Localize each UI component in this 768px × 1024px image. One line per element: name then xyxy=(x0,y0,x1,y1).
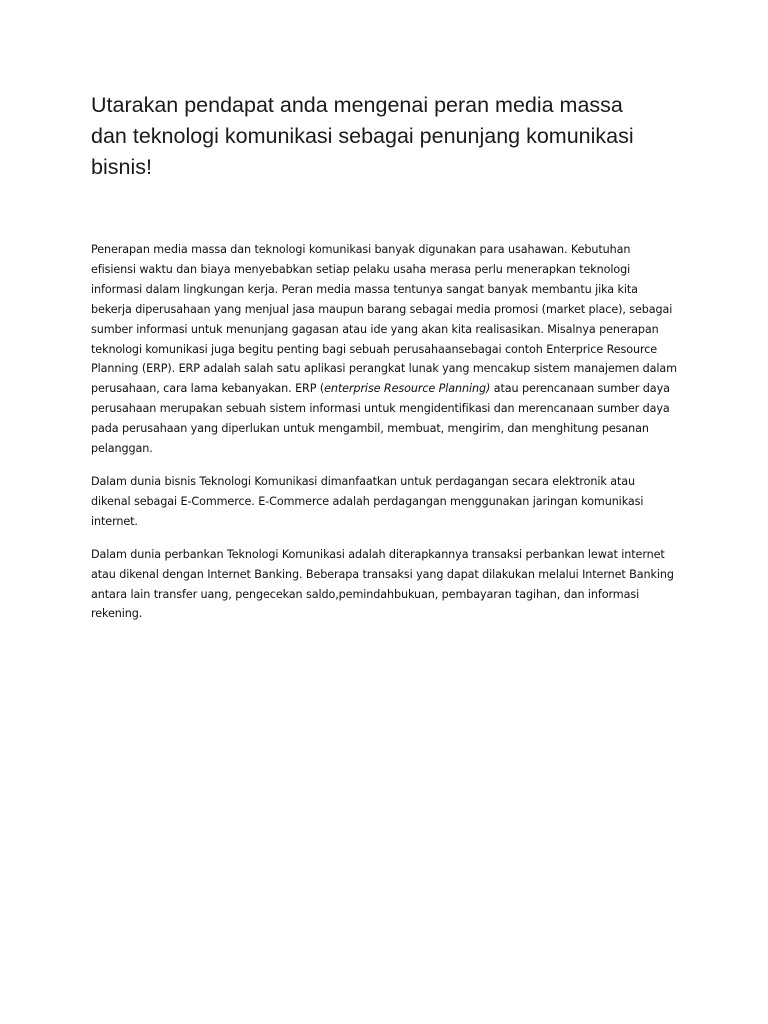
text-line: Planning (ERP). ERP adalah salah satu aplikasi perangkat lunak yang mencakup sistem manajemen dalam xyxy=(91,362,677,376)
text-line: rekening. xyxy=(91,607,143,621)
text-line: Dalam dunia perbankan Teknologi Komunikasi adalah diterapkannya transaksi perbankan lewat internet xyxy=(91,547,665,561)
paragraph-erp xyxy=(91,240,691,459)
text-segment: perusahaan, cara lama kebanyakan. ERP ( xyxy=(91,382,325,396)
text-line: sumber informasi untuk menunjang gagasan atau ide yang akan kita realisasikan. Misalnya penerapan xyxy=(91,322,659,336)
text-line: teknologi komunikasi juga begitu penting bagi sebuah perusahaansebagai contoh Enterprice Resource xyxy=(91,342,658,356)
text-line: Dalam dunia bisnis Teknologi Komunikasi dimanfaatkan untuk perdagangan secara elektronik atau xyxy=(91,474,636,488)
text-line: efisiensi waktu dan biaya menyebabkan setiap pelaku usaha merasa perlu menerapkan teknologi xyxy=(91,262,631,276)
text-line: Penerapan media massa dan teknologi komunikasi banyak digunakan para usahawan. Kebutuhan xyxy=(91,243,631,256)
paragraph-internet-banking xyxy=(91,545,691,625)
text-line: antara lain transfer uang, pengecekan saldo,pemindahbukuan, pembayaran tagihan, dan informasi xyxy=(91,587,640,601)
text-segment: atau perencanaan sumber daya xyxy=(490,382,670,396)
text-line: atau dikenal dengan Internet Banking. Beberapa transaksi yang dapat dilakukan melalui Internet Banking xyxy=(91,567,674,581)
title-line: dan teknologi komunikasi sebagai penunjang komunikasi xyxy=(91,124,634,148)
text-line: pada perusahaan yang diperlukan untuk mengambil, membuat, mengirim, dan menghitung pesanan xyxy=(91,422,649,436)
text-line: bekerja diperusahaan yang menjual jasa maupun barang sebagai media promosi (market place), sebagai xyxy=(91,302,673,316)
text-line: pelanggan. xyxy=(91,442,153,456)
text-line: dikenal sebagai E-Commerce. E-Commerce adalah perdagangan menggunakan jaringan komunikasi xyxy=(91,494,644,508)
text-line-mixed xyxy=(91,379,691,399)
title-line: bisnis! xyxy=(91,155,152,179)
italic-term: enterprise Resource Planning) xyxy=(324,382,491,396)
text-line: internet. xyxy=(91,514,138,528)
paragraph-ecommerce xyxy=(91,472,691,532)
title-line: Utarakan pendapat anda mengenai peran media massa xyxy=(91,93,623,117)
document-title xyxy=(91,90,691,183)
text-line: informasi dalam lingkungan kerja. Peran media massa tentunya sangat banyak membantu jika kita xyxy=(91,282,638,296)
document-body xyxy=(91,240,691,637)
text-line: perusahaan merupakan sebuah sistem informasi untuk mengidentifikasi dan merencanaan sumber daya xyxy=(91,402,670,416)
